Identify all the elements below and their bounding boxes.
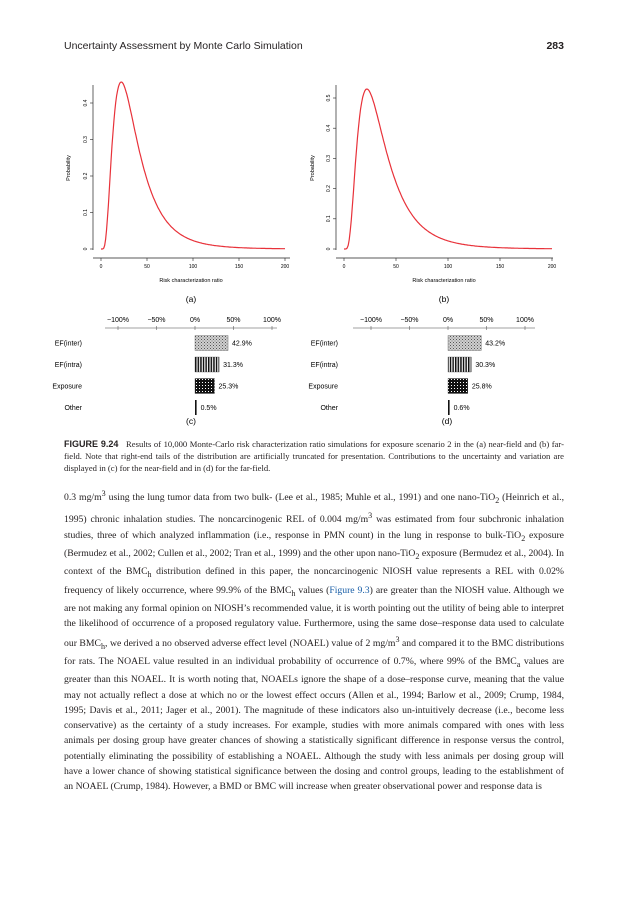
axis-tick-label: 0%: [442, 317, 454, 324]
contribution-value: 30.3%: [475, 362, 496, 369]
xtick-label: 100: [188, 264, 198, 270]
contribution-bar: [448, 379, 468, 394]
panel-a-label: (a): [185, 294, 197, 304]
panel-a-ylabel: Probability: [66, 155, 72, 181]
xtick-label: 0: [99, 264, 103, 270]
contribution-value: 25.3%: [218, 383, 239, 391]
contribution-bar: [195, 357, 219, 372]
panel-a-density-plot: [66, 82, 290, 304]
panel-c-label: (c): [186, 416, 196, 426]
caption-text: Results of 10,000 Monte-Carlo risk characterization ratio simulations for exposure scenario 2 in the (a) near-field and (b) far-field. Note that right-end tails of the distribution are artificially truncated for presentation. Contributions to the uncertainty and variation are displayed in (c) for the near-field and in (d) for the far-field.: [64, 439, 564, 473]
ytick-label: 0.3: [83, 136, 89, 143]
contribution-bar: [448, 357, 471, 372]
body-text: [64, 486, 564, 795]
ytick-label: 0.1: [83, 209, 89, 216]
factor-name: EF(inter): [54, 340, 82, 348]
panel-b-density-curve: [344, 89, 552, 249]
axis-tick-label: −100%: [107, 317, 129, 324]
figure-caption: [64, 438, 564, 474]
axis-tick-label: 0%: [189, 317, 201, 324]
contribution-value: 43.2%: [485, 340, 506, 348]
axis-tick-label: −50%: [400, 317, 419, 324]
ytick-label: 0.4: [83, 99, 89, 107]
axis-tick-label: −100%: [360, 317, 382, 324]
body-paragraph: 0.3 $mg/m^3$ using the lung tumor data from two bulk- (Lee et al., 1985; Muhle et al., 1991) and one nano-TiO$_2$ (Heinrich et al., 1995) chronic inhalation studies. The noncarcinogenic REL of 0.004 $mg/m^3$ was estimated from four subchronic inhalation studies, three of which analyzed inflammation (i.e., response in PMN count) in the lung in response to bulk-TiO$_2$ exposure (Bermudez et al., 2002; Cullen et al., 2002; Tran et al., 1999) and the other upon nano-TiO$_2$ exposure (Bermudez et al., 2004). In context of the $BMC_h$ distribution defined in this paper, the noncarcinogenic NIOSH value represents a REL with 0.02% frequency of likely occurrence, where 99.9% of the $BMC_h$ values (Figure 9.3) are greater than the NIOSH value. Although we are not making any formal opinion on NIOSH’s recommended value, it is worth pointing out the utility of being able to interpret the likelihood of occurrence of a proposed regulatory value. Furthermore, using the same dose–response data used to calculate our $BMC_h$, we derived a no observed adverse effect level (NOAEL) value of 2 $mg/m^3$ and compared it to the BMC distributions for rats. The NOAEL value resulted in an individual probability of occurrence of 0.7%, where 99% of the $BMC_a$ values are greater than this NOAEL. It is worth noting that, NOAELs ignore the shape of a dose–response curve, meaning that the value may not actually reflect a dose at which no or the lowest effect occurs (Allen et al., 1994; Barlow et al., 2009; Crump, 1984, 1995; Davis et al., 2011; Jager et al., 2001). The magnitude of these indicators also un-intuitively decrease (i.e., become less conservative) as the certainty of a study increases. For example, studies with more animals compared with ones with less animals per dosing group have greater chances of showing a statistically significant difference in response versus the control, potentially eliminating the possibility of establishing a NOAEL. Although the study with less animals per dosing group will have a lower chance of showing statistical significance between the dosing and control groups, leading to the establishment of an NOAEL (Crump, 1984). However, a BMD or BMC will increase when greater observational power and response data is: [64, 489, 564, 793]
panel-a-xlabel: Risk characterization ratio: [159, 278, 223, 284]
axis-tick-label: 50%: [226, 317, 241, 324]
figure-9-24: [0, 0, 629, 432]
ytick-label: 0.1: [326, 215, 332, 223]
figure-9-3-link[interactable]: Figure 9.3: [329, 584, 370, 596]
contribution-value: 0.6%: [453, 405, 470, 412]
caption-label: FIGURE 9.24: [64, 439, 119, 449]
panel-b-xlabel: Risk characterization ratio: [412, 278, 476, 284]
factor-name: Other: [320, 405, 338, 412]
contribution-bar: [448, 400, 450, 415]
contribution-bar: [448, 336, 481, 351]
factor-name: EF(intra): [310, 362, 338, 369]
contribution-value: 0.5%: [200, 405, 217, 412]
factor-name: Exposure: [308, 383, 338, 391]
ytick-label: 0: [83, 247, 89, 251]
contribution-value: 42.9%: [232, 340, 252, 348]
ytick-label: 0.3: [326, 154, 332, 162]
contribution-bar: [195, 336, 228, 351]
factor-name: Other: [64, 405, 82, 412]
ytick-label: 0.4: [326, 124, 332, 132]
panel-b-ylabel: Probability: [310, 155, 316, 181]
running-title: Uncertainty Assessment by Monte Carlo Simulation: [64, 40, 303, 52]
xtick-label: 50: [393, 264, 399, 270]
factor-name: EF(inter): [310, 340, 338, 348]
panel-d-contribution-chart: [308, 317, 535, 426]
panel-d-label: (d): [441, 416, 453, 426]
ytick-label: 0.2: [326, 185, 332, 193]
panel-b-label: (b): [438, 294, 450, 304]
contribution-bar: [195, 379, 214, 394]
xtick-label: 0: [342, 264, 346, 270]
contribution-value: 31.3%: [223, 362, 243, 369]
axis-tick-label: 100%: [516, 317, 534, 324]
xtick-label: 50: [144, 264, 150, 270]
axis-tick-label: 50%: [479, 317, 494, 324]
xtick-label: 150: [234, 264, 244, 270]
contribution-value: 25.8%: [471, 383, 492, 391]
ytick-label: 0: [326, 247, 332, 251]
axis-tick-label: 100%: [263, 317, 281, 324]
factor-name: Exposure: [52, 383, 82, 391]
factor-name: EF(intra): [54, 362, 82, 369]
xtick-label: 200: [547, 264, 557, 270]
axis-tick-label: −50%: [147, 317, 166, 324]
xtick-label: 200: [280, 264, 290, 270]
ytick-label: 0.2: [83, 172, 89, 180]
panel-b-density-plot: [310, 85, 556, 304]
page-number: 283: [546, 40, 564, 52]
ytick-label: 0.5: [326, 94, 332, 102]
panel-a-density-curve: [101, 82, 285, 249]
contribution-bar: [195, 400, 197, 415]
panel-c-contribution-chart: [52, 317, 281, 426]
xtick-label: 100: [443, 264, 453, 270]
xtick-label: 150: [495, 264, 505, 270]
